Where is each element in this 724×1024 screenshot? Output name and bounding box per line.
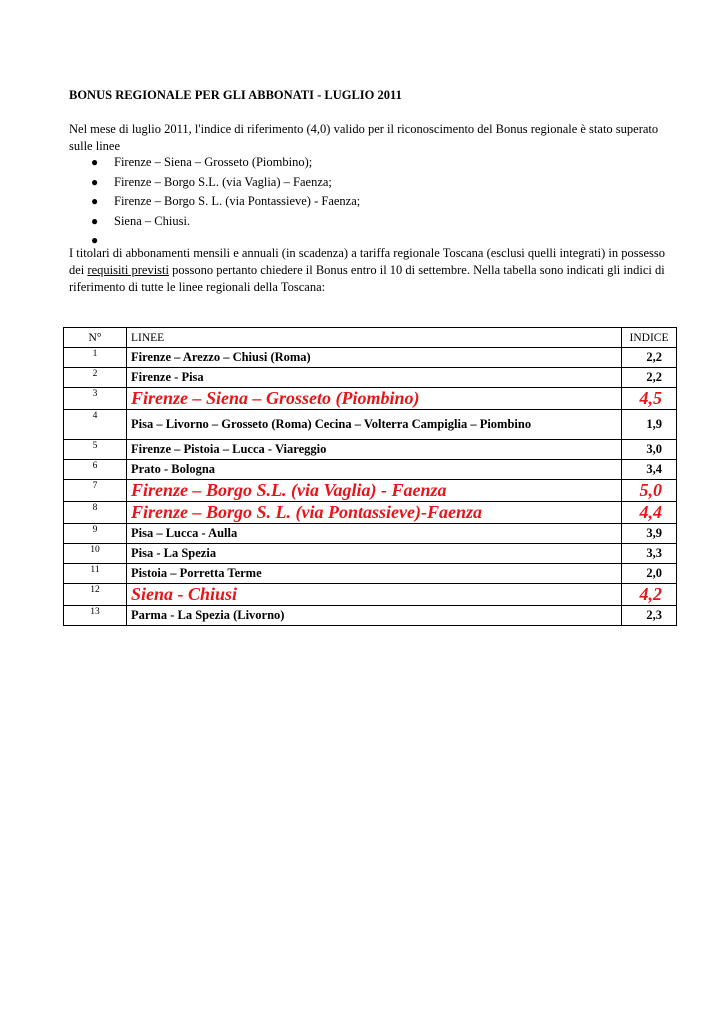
header-index: INDICE <box>622 328 677 348</box>
row-number: 1 <box>64 348 127 368</box>
row-number: 3 <box>64 388 127 410</box>
table-row <box>64 584 677 606</box>
bullet-icon: ● <box>91 233 99 247</box>
row-index-value: 3,0 <box>622 440 677 460</box>
list-item: ● Siena – Chiusi. <box>69 212 360 232</box>
row-number: 4 <box>64 410 127 440</box>
list-item: ● Firenze – Borgo S.L. (via Vaglia) – Faenza; <box>69 173 360 193</box>
table-row <box>64 480 677 502</box>
table-row <box>64 524 677 544</box>
table-row <box>64 544 677 564</box>
header-lines: LINEE <box>127 328 622 348</box>
index-table <box>63 327 677 626</box>
row-number: 10 <box>64 544 127 564</box>
row-line-name: Firenze - Pisa <box>127 368 622 388</box>
bullet-icon: ● <box>91 174 99 189</box>
requisiti-link[interactable]: requisiti previsti <box>87 263 169 277</box>
table-row <box>64 348 677 368</box>
table-row <box>64 388 677 410</box>
row-index-value: 3,4 <box>622 460 677 480</box>
row-index-value: 3,3 <box>622 544 677 564</box>
row-index-value: 1,9 <box>622 410 677 440</box>
row-line-name: Pisa – Lucca - Aulla <box>127 524 622 544</box>
table-row <box>64 606 677 626</box>
row-line-name: Pisa – Livorno – Grosseto (Roma) Cecina – Volterra Campiglia – Piombino <box>127 410 622 440</box>
document-title: BONUS REGIONALE PER GLI ABBONATI - LUGLIO 2011 <box>69 88 402 102</box>
row-number: 5 <box>64 440 127 460</box>
row-line-name: Pisa - La Spezia <box>127 544 622 564</box>
row-number: 13 <box>64 606 127 626</box>
row-number: 8 <box>64 502 127 524</box>
row-index-value: 2,0 <box>622 564 677 584</box>
table-row <box>64 440 677 460</box>
header-number: N° <box>64 328 127 348</box>
table-row <box>64 460 677 480</box>
table-row <box>64 368 677 388</box>
row-index-value: 4,5 <box>622 388 677 410</box>
table-header-row <box>64 328 677 348</box>
row-number: 6 <box>64 460 127 480</box>
row-number: 12 <box>64 584 127 606</box>
bullet-icon: ● <box>91 213 99 228</box>
affected-lines-list <box>69 153 360 251</box>
intro-paragraph: Nel mese di luglio 2011, l'indice di riferimento (4,0) valido per il riconoscimento del Bonus regionale è stato superato sulle linee <box>69 122 659 153</box>
row-line-name: Firenze – Siena – Grosseto (Piombino) <box>127 388 622 410</box>
row-line-name: Firenze – Arezzo – Chiusi (Roma) <box>127 348 622 368</box>
row-index-value: 4,4 <box>622 502 677 524</box>
table-row <box>64 564 677 584</box>
row-line-name: Parma - La Spezia (Livorno) <box>127 606 622 626</box>
row-line-name: Pistoia – Porretta Terme <box>127 564 622 584</box>
list-item: ● Firenze – Siena – Grosseto (Piombino); <box>69 153 360 173</box>
row-line-name: Siena - Chiusi <box>127 584 622 606</box>
row-index-value: 2,2 <box>622 348 677 368</box>
bullet-icon: ● <box>91 155 99 169</box>
row-number: 9 <box>64 524 127 544</box>
row-number: 7 <box>64 480 127 502</box>
table-row <box>64 410 677 440</box>
row-line-name: Prato - Bologna <box>127 460 622 480</box>
row-line-name: Firenze – Borgo S. L. (via Pontassieve)-Faenza <box>127 502 622 524</box>
table-row <box>64 502 677 524</box>
bullet-icon: ● <box>91 194 99 208</box>
row-number: 11 <box>64 564 127 584</box>
row-index-value: 2,3 <box>622 606 677 626</box>
row-index-value: 3,9 <box>622 524 677 544</box>
row-number: 2 <box>64 368 127 388</box>
row-line-name: Firenze – Pistoia – Lucca - Viareggio <box>127 440 622 460</box>
row-index-value: 5,0 <box>622 480 677 502</box>
row-line-name: Firenze – Borgo S.L. (via Vaglia) - Faenza <box>127 480 622 502</box>
row-index-value: 4,2 <box>622 584 677 606</box>
info-paragraph: I titolari di abbonamenti mensili e annuali (in scadenza) a tariffa regionale Toscana (esclusi quelli integrati) in possesso dei requisiti previsti possono pertanto chiedere il Bonus entro il 10 di settembre. Nella tabella sono indicati gli indici di riferimento di tutte le linee regionali della Toscana: <box>69 246 666 294</box>
list-item: ● Firenze – Borgo S. L. (via Pontassieve) - Faenza; <box>69 192 360 212</box>
row-index-value: 2,2 <box>622 368 677 388</box>
